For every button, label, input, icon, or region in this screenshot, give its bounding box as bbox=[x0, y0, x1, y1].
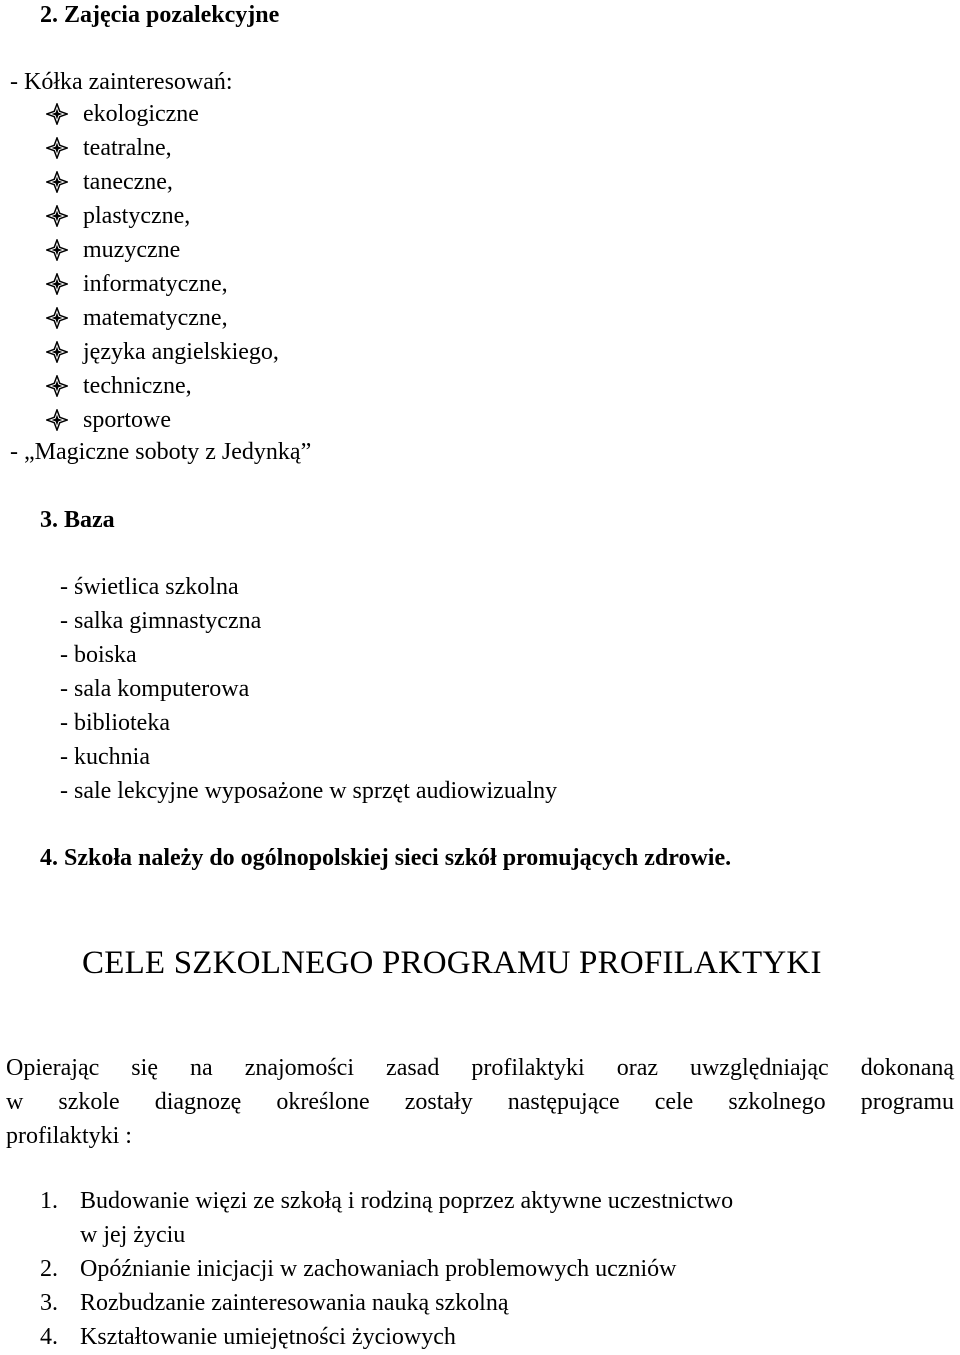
diamond-bullet-icon bbox=[46, 375, 68, 397]
diamond-bullet-icon bbox=[46, 171, 68, 193]
goal-number: 2. bbox=[40, 1256, 58, 1282]
goal-text-continued: w jej życiu bbox=[80, 1222, 186, 1248]
diamond-bullet-icon bbox=[46, 103, 68, 125]
kolka-item: taneczne, bbox=[83, 169, 173, 195]
diamond-bullet-icon bbox=[46, 239, 68, 261]
kolka-label: - Kółka zainteresowań: bbox=[10, 69, 233, 95]
goal-number: 1. bbox=[40, 1188, 58, 1214]
diamond-bullet-icon bbox=[46, 137, 68, 159]
diamond-bullet-icon bbox=[46, 307, 68, 329]
goal-text: Budowanie więzi ze szkołą i rodziną poprzez aktywne uczestnictwo bbox=[80, 1188, 734, 1214]
list-item: - sala komputerowa bbox=[60, 676, 250, 702]
section-4-heading: 4. Szkoła należy do ogólnopolskiej sieci szkół promujących zdrowie. bbox=[40, 845, 732, 871]
diamond-bullet-icon bbox=[46, 273, 68, 295]
kolka-item: muzyczne bbox=[83, 237, 181, 263]
list-item: - biblioteka bbox=[60, 710, 170, 736]
list-item: - sale lekcyjne wyposażone w sprzęt audiowizualny bbox=[60, 778, 558, 804]
list-item: - świetlica szkolna bbox=[60, 574, 239, 600]
kolka-item: sportowe bbox=[83, 407, 171, 433]
section-2-heading: 2. Zajęcia pozalekcyjne bbox=[40, 2, 280, 28]
kolka-item: teatralne, bbox=[83, 135, 172, 161]
paragraph-line: Opierając się na znajomości zasad profilaktyki oraz uwzględniając dokonaną bbox=[6, 1055, 954, 1081]
section-3-heading: 3. Baza bbox=[40, 507, 115, 533]
magiczne-soboty: - „Magiczne soboty z Jedynką” bbox=[10, 439, 312, 465]
list-item: - boiska bbox=[60, 642, 137, 668]
cele-title: CELE SZKOLNEGO PROGRAMU PROFILAKTYKI bbox=[82, 945, 822, 981]
diamond-bullet-icon bbox=[46, 341, 68, 363]
kolka-item: matematyczne, bbox=[83, 305, 228, 331]
goal-text: Rozbudzanie zainteresowania nauką szkolną bbox=[80, 1290, 509, 1316]
paragraph-line: profilaktyki : bbox=[6, 1123, 132, 1149]
goal-text: Opóźnianie inicjacji w zachowaniach problemowych uczniów bbox=[80, 1256, 677, 1282]
kolka-item: techniczne, bbox=[83, 373, 192, 399]
list-item: - kuchnia bbox=[60, 744, 150, 770]
kolka-item: języka angielskiego, bbox=[83, 339, 279, 365]
kolka-item: plastyczne, bbox=[83, 203, 191, 229]
kolka-item: ekologiczne bbox=[83, 101, 199, 127]
paragraph-line: w szkole diagnozę określone zostały następujące cele szkolnego programu bbox=[6, 1089, 954, 1115]
goal-number: 3. bbox=[40, 1290, 58, 1316]
goal-number: 4. bbox=[40, 1324, 58, 1350]
list-item: - salka gimnastyczna bbox=[60, 608, 262, 634]
diamond-bullet-icon bbox=[46, 205, 68, 227]
diamond-bullet-icon bbox=[46, 409, 68, 431]
kolka-item: informatyczne, bbox=[83, 271, 228, 297]
goal-text: Kształtowanie umiejętności życiowych bbox=[80, 1324, 456, 1350]
